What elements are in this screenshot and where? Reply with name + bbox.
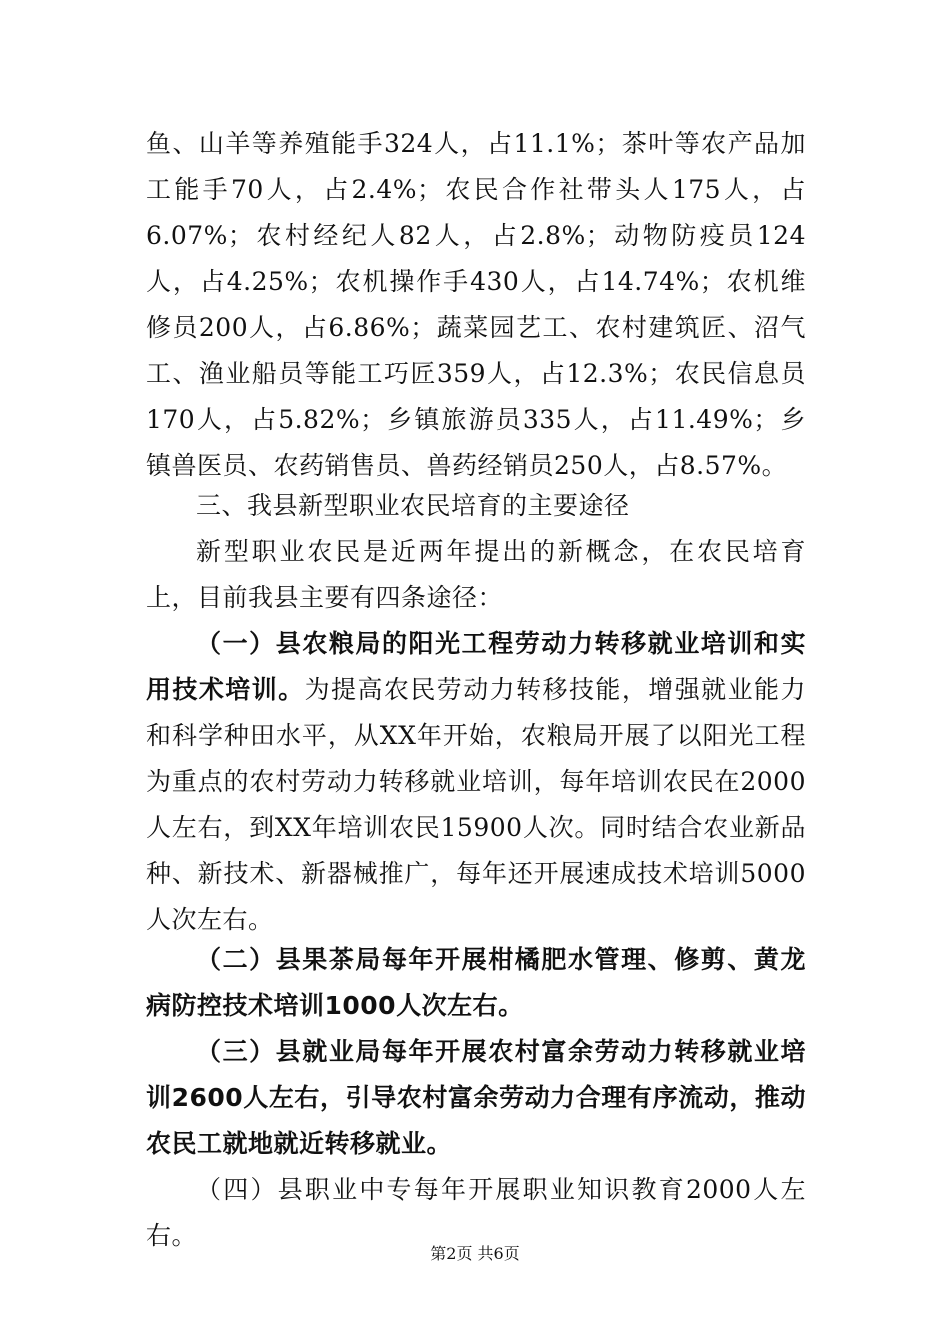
- paragraph-item-1: [146, 621, 806, 943]
- item-1-heading: （一）县农粮局的阳光工程劳动力转移就业培训和实用技术培训。: [146, 629, 806, 704]
- item-1-body: 为提高农民劳动力转移技能，增强就业能力和科学种田水平，从XX年开始，农粮局开展了以阳光工程为重点的农村劳动力转移就业培训，每年培训农民在2000人左右，到XX年培训农民15900人次。同时结合农业新品种、新技术、新器械推广，每年还开展速成技术培训5000人次左右。: [146, 675, 806, 934]
- paragraph-item-3: （三）县就业局每年开展农村富余劳动力转移就业培训2600人左右，引导农村富余劳动力合理有序流动，推动农民工就地就近转移就业。: [146, 1037, 806, 1158]
- page-footer: 第2页 共6页: [430, 1244, 520, 1263]
- paragraph-statistics: 鱼、山羊等养殖能手324人，占11.1%；茶叶等农产品加工能手70人，占2.4%；农民合作社带头人175人，占6.07%；农村经纪人82人，占2.8%；动物防疫员124人，占4.25%；农机操作手430人，占14.74%；农机维修员200人，占6.86%；蔬菜园艺工、农村建筑匠、沼气工、渔业船员等能工巧匠359人，占12.3%；农民信息员170人，占5.82%；乡镇旅游员335人，占11.49%；乡镇兽医员、农药销售员、兽药经销员250人，占8.57%。: [146, 129, 806, 480]
- section-heading-3: 三、我县新型职业农民培育的主要途径: [196, 491, 630, 520]
- paragraph-intro: 新型职业农民是近两年提出的新概念，在农民培育上，目前我县主要有四条途径：: [146, 537, 806, 612]
- paragraph-item-4: （四）县职业中专每年开展职业知识教育2000人左右。: [146, 1175, 806, 1250]
- paragraph-item-2: （二）县果茶局每年开展柑橘肥水管理、修剪、黄龙病防控技术培训1000人次左右。: [146, 945, 806, 1020]
